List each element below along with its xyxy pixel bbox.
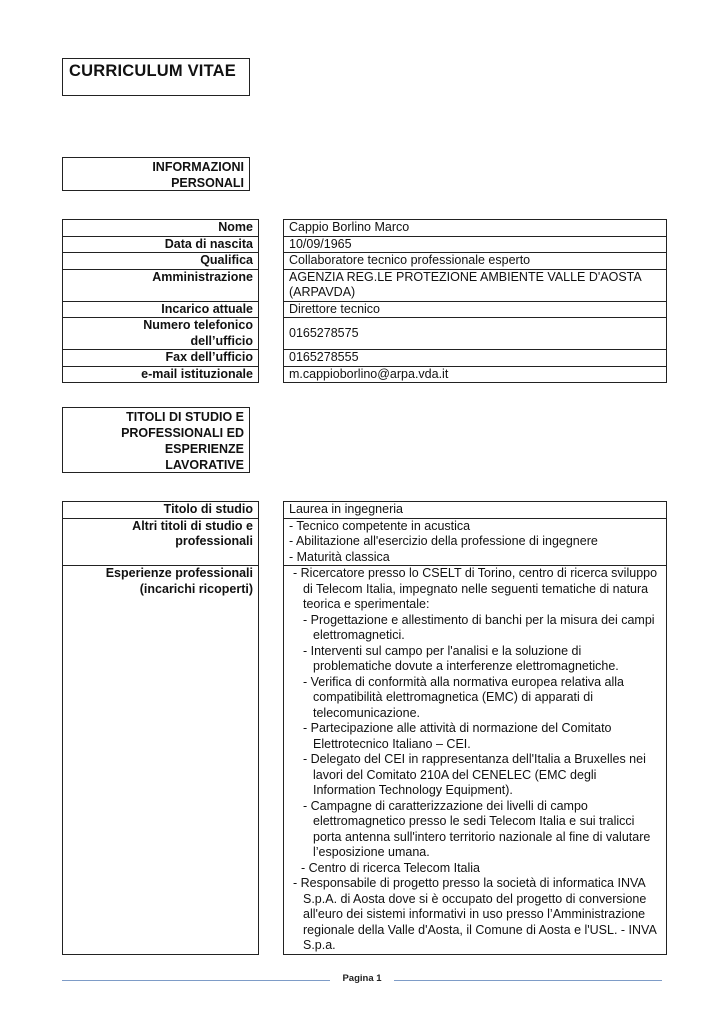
experience-sub-item: - Campagne di caratterizzazione dei livelli di campo elettromagnetico presso le sedi Telecom Italia e sui tralicci porta antenna sull'intero territorio nazionale al fine di valutare l’esposizione umana. [303,798,651,859]
field-label-amministrazione: Amministrazione [63,269,259,301]
table-row [63,350,667,367]
page-number: Pagina 1 [342,973,382,984]
field-value-qualifica: Collaboratore tecnico professionale esperto [284,253,667,270]
section-heading-line: LAVORATIVE [165,458,244,472]
field-value-incarico: Direttore tecnico [284,301,667,318]
experience-centro: - Centro di ricerca Telecom Italia [301,860,481,875]
field-value-titolo: Laurea in ingegneria [284,502,667,519]
table-row [63,566,667,955]
cv-title-box [62,58,250,96]
experience-sub-item: - Partecipazione alle attività di normazione del Comitato Elettrotecnico Italiano – CEI. [303,721,612,751]
education-table [62,501,667,955]
label-line: Altri titoli di studio e [132,518,253,533]
field-label-esperienze [63,566,259,955]
personal-info-table [62,219,667,383]
section-heading-line: INFORMAZIONI [152,160,244,174]
table-row [63,518,667,566]
document-title: CURRICULUM VITAE [69,62,236,80]
table-row [63,318,667,350]
section-heading-line: PROFESSIONALI ED [121,426,244,440]
table-row [63,502,667,519]
label-line: professionali [175,534,253,548]
section-heading-line: PERSONALI [171,176,244,190]
list-item: - Tecnico competente in acustica [289,518,471,533]
field-value-esperienze [284,566,667,955]
table-row [63,301,667,318]
field-value-telefono: 0165278575 [284,318,667,350]
experience-sub-item: - Verifica di conformità alla normativa europea relativa alla compatibilità elettromagnetica (EMC) di apparati di telecomunicazione. [303,674,624,720]
field-value-altri-titoli [284,518,667,566]
footer-rule-right [394,980,662,981]
label-line: (incarichi ricoperti) [139,581,253,596]
field-label-qualifica: Qualifica [63,253,259,270]
section-heading-personal [62,157,250,191]
section-heading-line: ESPERIENZE [164,442,244,456]
table-row [63,236,667,253]
field-label-nome: Nome [63,220,259,237]
table-row [63,269,667,301]
label-line: Esperienze professionali [105,566,253,580]
experience-second: - Responsabile di progetto presso la società di informatica INVA S.p.A. di Aosta dove si è occupato del progetto di conversione all'euro dei sistemi informativi in uso presso l’Amministrazione regionale della Valle d'Aosta, il Comune di Aosta e l'USL. - INVA S.p.a. [293,876,657,952]
field-value-data-nascita: 10/09/1965 [284,236,667,253]
label-line: dell’ufficio [190,333,253,348]
field-label-data-nascita: Data di nascita [63,236,259,253]
field-value-nome: Cappio Borlino Marco [284,220,667,237]
field-label-fax: Fax dell’ufficio [63,350,259,367]
table-row [63,253,667,270]
field-label-titolo: Titolo di studio [63,502,259,519]
list-item: - Abilitazione all'esercizio della professione di ingegnere [289,534,598,548]
table-row [63,220,667,237]
page-footer [62,970,662,990]
field-label-telefono [63,318,259,350]
label-line: Numero telefonico [143,318,253,332]
list-item: - Maturità classica [289,549,390,564]
field-value-email: m.cappioborlino@arpa.vda.it [284,366,667,383]
section-heading-line: TITOLI DI STUDIO E [126,410,244,424]
field-label-altri-titoli [63,518,259,566]
field-value-fax: 0165278555 [284,350,667,367]
section-heading-titoli [62,407,250,473]
experience-sub-item: - Progettazione e allestimento di banchi per la misura dei campi elettromagnetici. [303,612,655,642]
table-row [63,366,667,383]
field-label-incarico: Incarico attuale [63,301,259,318]
field-value-amministrazione: AGENZIA REG.LE PROTEZIONE AMBIENTE VALLE D'AOSTA (ARPAVDA) [284,269,667,301]
field-label-email: e-mail istituzionale [63,366,259,383]
experience-intro: - Ricercatore presso lo CSELT di Torino, centro di ricerca sviluppo di Telecom Italia, impegnato nelle seguenti tematiche di natura teorica e sperimentale: [293,566,658,611]
experience-sub-item: - Interventi sul campo per l'analisi e la soluzione di problematiche dovute a interferenze elettromagnetiche. [303,643,619,673]
experience-sub-item: - Delegato del CEI in rappresentanza dell'Italia a Bruxelles nei lavori del Comitato 210A del CENELEC (EMC degli Information Technology Equipment). [303,752,646,797]
